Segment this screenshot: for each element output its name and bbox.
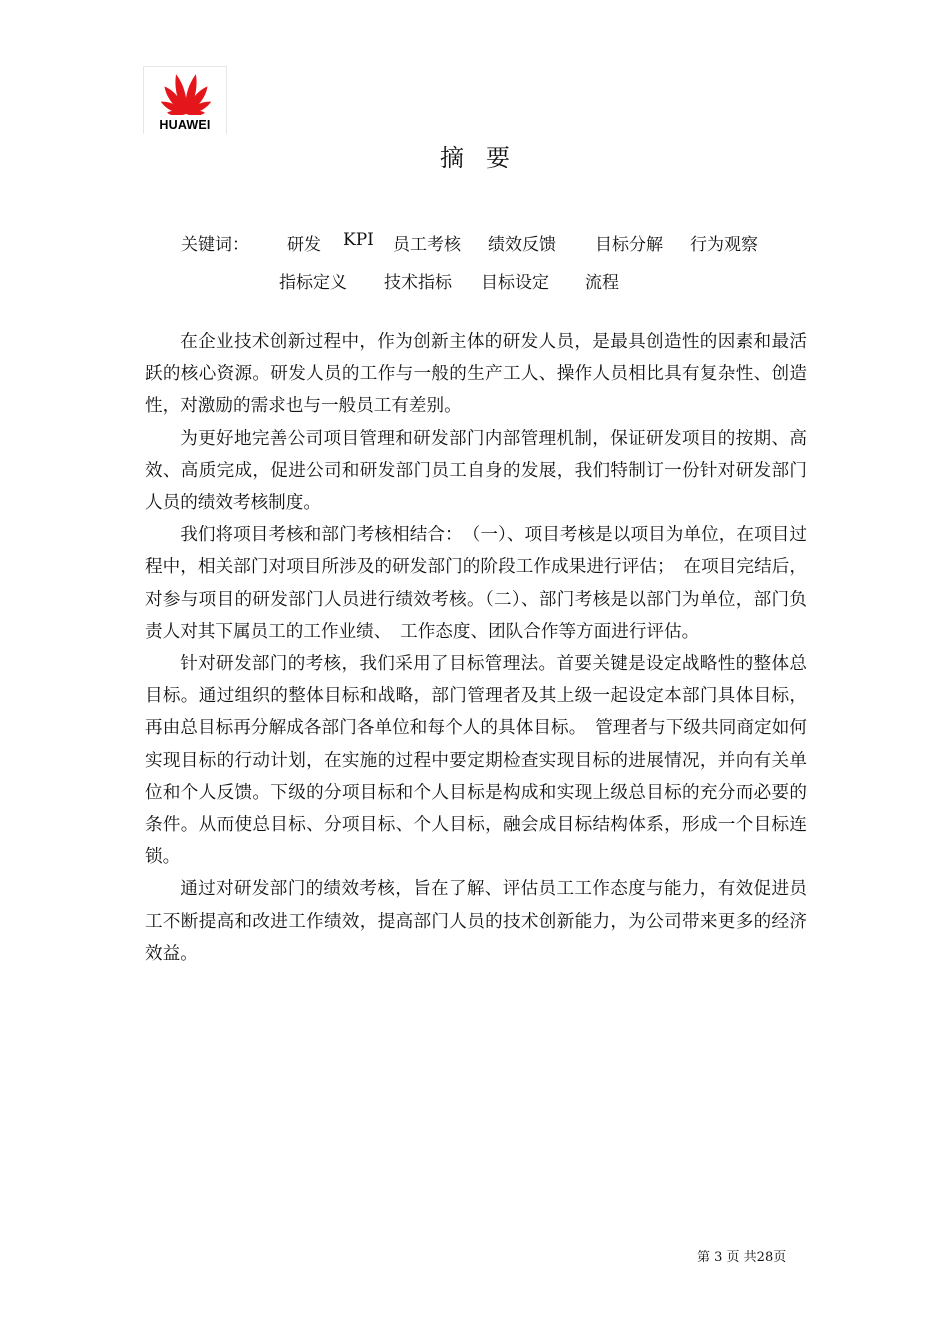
paragraph: 在企业技术创新过程中，作为创新主体的研发人员，是最具创造性的因素和最活跃的核心资源。研发人员的工作与一般的生产工人、操作人员相比具有复杂性、创造性，对激励的需求也与一般员工有差别。 bbox=[145, 332, 807, 417]
keyword: 流程 bbox=[585, 273, 619, 293]
keyword: 研发 bbox=[287, 235, 321, 255]
keywords-label: 关键词： bbox=[181, 235, 249, 255]
keyword: 员工考核 bbox=[393, 235, 461, 255]
huawei-petals-icon bbox=[152, 71, 220, 115]
paragraph: 我们将项目考核和部门考核相结合： （一）、项目考核是以项目为单位，在项目过程中，相关部门对项目所涉及的研发部门的阶段工作成果进行评估； 在项目完结后，对参与项目的研发部门人员进行绩效考核。（二）、部门考核是以部门为单位，部门负责人对其下属员工的工作业绩、 工作态度、团队合作等方面进行评估。 bbox=[145, 525, 807, 642]
keyword: 绩效反馈 bbox=[488, 235, 556, 255]
keyword: 目标设定 bbox=[481, 273, 549, 293]
page-title: 摘要 bbox=[440, 144, 532, 172]
keyword: KPI bbox=[343, 230, 374, 250]
keyword: 指标定义 bbox=[279, 273, 347, 293]
paragraph: 通过对研发部门的绩效考核，旨在了解、评估员工工作态度与能力，有效促进员工不断提高和改进工作绩效，提高部门人员的技术创新能力，为公司带来更多的经济效益。 bbox=[145, 879, 807, 964]
page-number: 第 3 页 共28页 bbox=[697, 1250, 787, 1265]
abstract-body bbox=[145, 326, 807, 970]
huawei-logo bbox=[143, 66, 227, 134]
logo-wordmark: HUAWEI bbox=[159, 118, 211, 132]
paragraph: 针对研发部门的考核，我们采用了目标管理法。首要关键是设定战略性的整体总目标。通过组织的整体目标和战略，部门管理者及其上级一起设定本部门具体目标，再由总目标再分解成各部门各单位和每个人的具体目标。 管理者与下级共同商定如何实现目标的行动计划，在实施的过程中要定期检查实现目标的进展情况，并向有关单位和个人反馈。下级的分项目标和个人目标是构成和实现上级总目标的充分而必要的条件。从而使总目标、分项目标、个人目标，融会成目标结构体系，形成一个目标连锁。 bbox=[145, 654, 807, 868]
keyword: 技术指标 bbox=[384, 273, 452, 293]
keyword: 行为观察 bbox=[690, 235, 758, 255]
keyword: 目标分解 bbox=[595, 235, 663, 255]
paragraph: 为更好地完善公司项目管理和研发部门内部管理机制，保证研发项目的按期、高效、高质完成，促进公司和研发部门员工自身的发展，我们特制订一份针对研发部门人员的绩效考核制度。 bbox=[145, 428, 807, 514]
